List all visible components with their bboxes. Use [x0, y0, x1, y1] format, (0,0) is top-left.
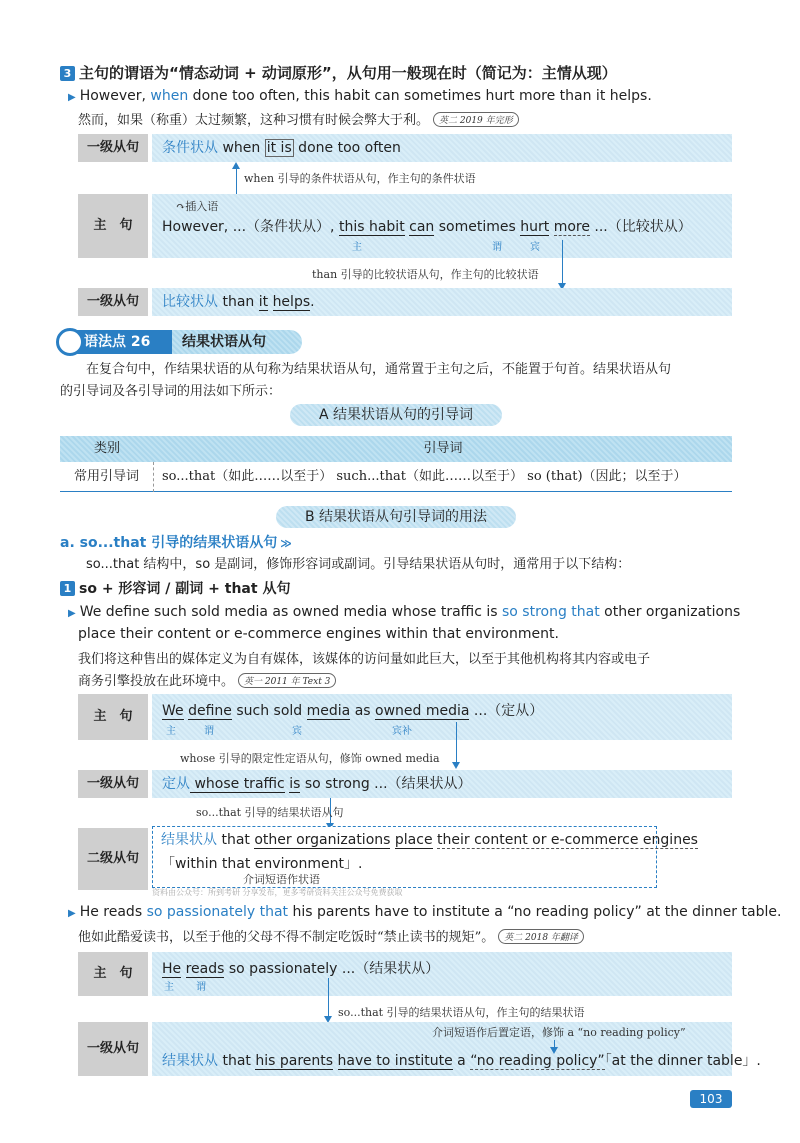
table-header-cell: 类别: [93, 441, 120, 456]
example-translation: 他如此酷爱读书，以至于他的父母不得不制定吃饭时“禁止读书的规矩”。 英二 2018 年翻译: [78, 926, 584, 945]
section-number: 3: [60, 66, 75, 81]
annotation: 介词短语作后置定语，修饰 a “no reading policy”: [432, 1026, 686, 1039]
clause-row: 结果状从 that other organizations place their content or e-commerce engines 「within that environment」. 介词短语作状语: [152, 826, 657, 888]
example-sentence: ▶ He reads so passionately that his parents have to institute a “no reading policy” at the dinner table.: [68, 904, 782, 920]
subsection-title: a. so...that 引导的结果状语从句 ≫: [60, 535, 292, 551]
insert-note: ↷插入语: [176, 200, 219, 213]
example-sentence: ▶ However, when done too often, this habit can sometimes hurt more than it helps.: [68, 88, 652, 104]
table-header-cell: 引导词: [423, 441, 463, 456]
structure-number: 1: [60, 581, 75, 596]
clause-row: 定从 whose traffic is so strong ...（结果状从）: [152, 770, 732, 798]
subsection-desc: so...that 结构中，so 是副词，修饰形容词或副词。引导结果状语从句时，通常用于以下结构：: [86, 557, 631, 572]
arrow-down-icon: [550, 1047, 558, 1054]
example-sentence-cont: place their content or e-commerce engines within that environment.: [78, 626, 559, 642]
annotation: so...that 引导的结果状语从句: [196, 806, 344, 819]
row-label: 主 句: [78, 194, 148, 258]
annotation: than 引导的比较状语从句，作主句的比较状语: [312, 268, 539, 281]
annotation: 介词短语作状语: [243, 873, 320, 886]
watermark: 资料由公众号：所到考研 分享发布，更多考研资料关注公众号免费获取: [152, 888, 403, 897]
example-translation: 我们将这种售出的媒体定义为自有媒体，该媒体的访问量如此巨大，以至于其他机构将其内容或电子: [78, 652, 651, 667]
source-tag: 英一 2011 年 Text 3: [238, 673, 336, 688]
intro-line: 在复合句中，作结果状语的从句称为结果状语从句，通常置于主句之后，不能置于句首。结果状语从句: [86, 362, 672, 377]
table-header: [60, 436, 732, 462]
annotation: when 引导的条件状语从句，作主句的条件状语: [244, 172, 476, 185]
clause-row: We define such sold media as owned media ...（定从） 主 谓 宾 宾补: [152, 694, 732, 740]
section-heading: [60, 62, 617, 83]
grammar-point-badge: 语法点 26: [60, 330, 172, 354]
row-label: 一级从句: [78, 770, 148, 798]
row-label: 一级从句: [78, 288, 148, 316]
example-translation: 商务引擎投放在此环境中。 英一 2011 年 Text 3: [78, 670, 336, 689]
annotation: so...that 引导的结果状语从句，作主句的结果状语: [338, 1006, 585, 1019]
table-cell: 常用引导词: [60, 462, 154, 492]
intro-line: 的引导词及各引导词的用法如下所示：: [60, 384, 282, 399]
bullet-triangle-icon: ▶: [68, 92, 76, 103]
clause-row: 条件状从 when it is done too often: [152, 134, 732, 162]
table-cell: so...that（如此……以至于） such...that（如此……以至于） so (that)（因此；以至于）: [162, 469, 687, 484]
annotation: whose 引导的限定性定语从句，修饰 owned media: [180, 752, 440, 765]
grammar-point-title: 结果状语从句: [172, 330, 302, 354]
clause-row: 介词短语作后置定语，修饰 a “no reading policy” 结果状从 that his parents have to institute a “no reading policy”「at the dinner table」.: [152, 1022, 732, 1076]
bullet-triangle-icon: ▶: [68, 608, 76, 619]
row-label: 主 句: [78, 952, 148, 996]
row-label: 一级从句: [78, 134, 148, 162]
section-title: 主句的谓语为“情态动词 + 动词原形”，从句用一般现在时（简记为：主情从现）: [79, 64, 617, 82]
arrow-up-icon: [232, 162, 240, 169]
clause-row: ↷插入语 However, ...（条件状从）, this habit can sometimes hurt more ...（比较状从） 主 谓 宾: [152, 194, 732, 258]
row-label: 一级从句: [78, 1022, 148, 1076]
example-sentence: ▶ We define such sold media as owned media whose traffic is so strong that other organizations: [68, 604, 741, 620]
source-tag: 英二 2019 年完形: [433, 112, 519, 127]
row-label: 主 句: [78, 694, 148, 740]
bullet-triangle-icon: ▶: [68, 908, 76, 919]
section-b-banner: B 结果状语从句引导词的用法: [276, 506, 516, 528]
arrow-down-icon: [452, 762, 460, 769]
table-row: [60, 462, 732, 492]
page-number: 103: [690, 1090, 732, 1108]
source-tag: 英二 2018 年翻译: [498, 929, 584, 944]
magnifier-icon: [56, 328, 84, 356]
section-a-banner: A 结果状语从句的引导词: [290, 404, 502, 426]
chevron-down-icon: ≫: [280, 537, 292, 550]
example-translation: 然而，如果（称重）太过频繁，这种习惯有时候会弊大于利。 英二 2019 年完形: [78, 109, 519, 128]
clause-row: 比较状从 than it helps.: [152, 288, 732, 316]
row-label: 二级从句: [78, 828, 148, 890]
structure-heading: 1 so + 形容词 / 副词 + that 从句: [60, 578, 290, 598]
clause-row: He reads so passionately ...（结果状从） 主 谓: [152, 952, 732, 996]
